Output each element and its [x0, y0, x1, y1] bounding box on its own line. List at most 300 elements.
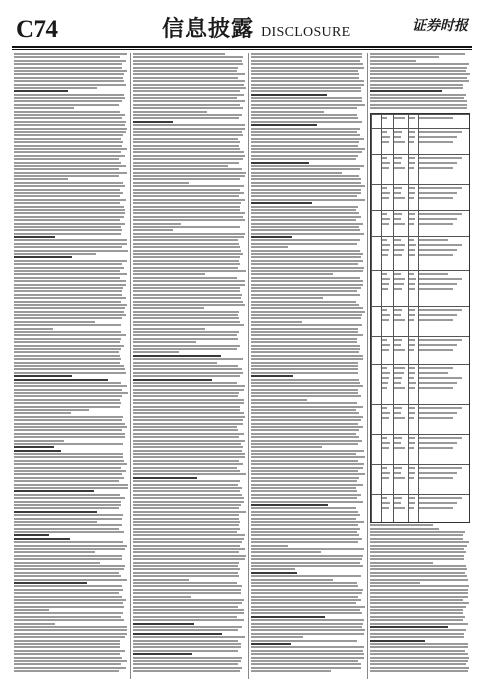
text-line: [251, 504, 328, 506]
text-line: [251, 612, 362, 614]
table-cell-text: [419, 141, 453, 143]
text-line: [14, 402, 121, 404]
table-cell-text: [409, 417, 414, 419]
table-cell-text: [382, 502, 390, 504]
text-line: [133, 229, 173, 231]
text-line: [14, 216, 124, 218]
table-cell-text: [409, 349, 414, 351]
text-line: [14, 253, 96, 255]
text-line: [14, 399, 120, 401]
table-cell-text: [409, 467, 415, 469]
text-line: [251, 168, 360, 170]
text-line: [133, 304, 245, 306]
text-line: [251, 460, 358, 462]
text-line: [251, 534, 359, 536]
table-cell-text: [382, 213, 387, 215]
table-cell-text: [394, 477, 405, 479]
text-line: [251, 531, 357, 533]
table-cell-text: [409, 437, 415, 439]
table-cell-text: [419, 288, 453, 290]
text-line: [251, 206, 358, 208]
text-line: [14, 596, 122, 598]
table-cell-text: [419, 192, 457, 194]
text-line: [251, 331, 358, 333]
text-line: [14, 104, 119, 106]
table-cell-text: [394, 377, 403, 379]
text-line: [251, 416, 363, 418]
text-line: [370, 555, 464, 557]
text-line: [14, 219, 120, 221]
text-line: [14, 111, 120, 113]
text-line: [251, 301, 356, 303]
text-line: [14, 463, 127, 465]
text-line: [133, 460, 239, 462]
text-line: [370, 562, 433, 564]
text-line: [14, 670, 119, 672]
text-line: [14, 189, 120, 191]
table-cell-text: [382, 187, 387, 189]
text-line: [251, 70, 358, 72]
text-line: [251, 497, 357, 499]
text-line: [14, 53, 127, 55]
text-line: [14, 182, 123, 184]
text-line: [14, 94, 124, 96]
text-line: [14, 297, 126, 299]
text-line: [251, 433, 356, 435]
text-line: [251, 426, 363, 428]
table-cell-text: [409, 244, 416, 246]
table-cell-text: [394, 472, 402, 474]
table-cell-text: [409, 319, 414, 321]
text-line: [133, 663, 238, 665]
table-cell-text: [419, 344, 457, 346]
table-cell-text: [382, 309, 387, 311]
text-column-4: [370, 53, 470, 679]
text-line: [133, 456, 245, 458]
table-cell-text: [409, 249, 415, 251]
text-line: [133, 440, 245, 442]
text-line: [251, 290, 357, 292]
text-line: [133, 423, 243, 425]
text-line: [251, 511, 358, 513]
text-line: [251, 223, 363, 225]
text-line: [251, 453, 356, 455]
text-line: [370, 538, 463, 540]
table-cell-text: [382, 349, 389, 351]
table-cell-text: [409, 136, 414, 138]
text-line: [370, 73, 470, 75]
text-line: [251, 267, 364, 269]
table-cell-text: [382, 244, 390, 246]
text-line: [133, 419, 243, 421]
text-line: [14, 382, 121, 384]
text-line: [133, 490, 240, 492]
text-line: [251, 375, 293, 377]
text-line: [251, 545, 288, 547]
text-line: [133, 646, 241, 648]
text-line: [14, 321, 95, 323]
text-line: [133, 524, 239, 526]
text-line: [251, 385, 363, 387]
text-line: [251, 419, 361, 421]
text-line: [251, 162, 309, 164]
table-cell-text: [409, 477, 414, 479]
table-cell-text: [394, 367, 405, 369]
text-line: [251, 226, 359, 228]
table-cell-text: [409, 502, 414, 504]
text-line: [133, 151, 244, 153]
text-line: [14, 657, 122, 659]
text-line: [133, 534, 245, 536]
table-row: [371, 154, 469, 185]
table-cell-text: [409, 442, 414, 444]
text-line: [133, 277, 237, 279]
text-line: [133, 128, 245, 130]
text-line: [370, 599, 463, 601]
text-line: [14, 609, 49, 611]
text-line: [14, 158, 119, 160]
text-line: [251, 84, 364, 86]
table-cell-text: [394, 244, 405, 246]
text-line: [133, 473, 246, 475]
table-cell-text: [394, 314, 402, 316]
text-line: [14, 477, 124, 479]
text-column-1: [14, 53, 128, 679]
text-line: [370, 548, 464, 550]
text-line: [251, 151, 362, 153]
text-line: [370, 596, 468, 598]
text-line: [133, 365, 238, 367]
text-line: [133, 616, 237, 618]
text-line: [133, 63, 243, 65]
text-line: [251, 392, 358, 394]
text-line: [133, 297, 241, 299]
text-line: [133, 399, 244, 401]
text-line: [14, 551, 95, 553]
text-line: [133, 341, 196, 343]
table-cell-text: [394, 319, 405, 321]
text-line: [133, 453, 245, 455]
text-line: [133, 507, 239, 509]
text-line: [251, 280, 363, 282]
text-line: [14, 460, 124, 462]
text-line: [251, 589, 363, 591]
text-line: [370, 606, 466, 608]
text-line: [251, 56, 362, 58]
text-line: [133, 124, 245, 126]
table-cell-text: [394, 249, 404, 251]
page-number: C74: [16, 16, 58, 43]
text-line: [251, 524, 358, 526]
text-line: [14, 531, 124, 533]
text-line: [14, 212, 125, 214]
text-line: [14, 56, 120, 58]
text-line: [14, 606, 124, 608]
text-line: [14, 145, 122, 147]
text-line: [14, 653, 120, 655]
table-cell-text: [394, 382, 402, 384]
text-line: [14, 331, 121, 333]
text-line: [14, 90, 68, 92]
text-line: [251, 412, 359, 414]
text-line: [251, 236, 292, 238]
table-cell-text: [419, 314, 457, 316]
table-cell-text: [382, 372, 390, 374]
text-line: [251, 440, 362, 442]
text-line: [133, 246, 240, 248]
text-line: [370, 60, 416, 62]
text-line: [133, 155, 245, 157]
text-line: [251, 311, 365, 313]
text-line: [14, 250, 128, 252]
text-line: [14, 202, 120, 204]
text-line: [370, 90, 442, 92]
table-cell-text: [419, 283, 457, 285]
table-cell-text: [419, 223, 453, 225]
text-line: [251, 646, 364, 648]
text-line: [133, 216, 243, 218]
text-line: [133, 87, 246, 89]
table-cell-text: [409, 162, 414, 164]
text-line: [14, 256, 72, 258]
text-line: [14, 585, 122, 587]
text-line: [133, 138, 238, 140]
text-line: [14, 582, 87, 584]
text-line: [14, 660, 127, 662]
text-line: [14, 368, 125, 370]
text-line: [251, 538, 362, 540]
text-line: [251, 456, 365, 458]
text-line: [133, 555, 246, 557]
table-cell-text: [419, 447, 453, 449]
table-cell-text: [419, 309, 462, 311]
text-line: [251, 463, 364, 465]
table-cell-text: [382, 136, 390, 138]
text-line: [133, 565, 238, 567]
text-line: [133, 484, 238, 486]
text-line: [133, 504, 241, 506]
text-line: [133, 162, 239, 164]
text-line: [14, 277, 120, 279]
table-cell-text: [409, 412, 414, 414]
text-line: [251, 663, 361, 665]
text-line: [133, 94, 244, 96]
text-line: [251, 582, 357, 584]
text-line: [14, 646, 120, 648]
table-cell-text: [382, 387, 387, 389]
text-line: [251, 389, 358, 391]
table-cell-text: [394, 117, 405, 119]
text-line: [133, 470, 240, 472]
text-line: [251, 490, 357, 492]
text-line: [251, 287, 361, 289]
text-line: [14, 131, 126, 133]
table-cell-text: [419, 249, 457, 251]
text-line: [133, 311, 239, 313]
table-cell-text: [409, 309, 415, 311]
table-cell-text: [394, 223, 405, 225]
text-line: [251, 507, 356, 509]
masthead-rule-thin: [12, 49, 472, 50]
table-cell-text: [409, 273, 414, 275]
text-line: [251, 338, 357, 340]
text-line: [14, 155, 125, 157]
text-line: [14, 84, 126, 86]
table-cell-text: [394, 339, 403, 341]
text-line: [133, 148, 240, 150]
text-line: [133, 480, 240, 482]
text-line: [14, 629, 127, 631]
text-line: [133, 412, 244, 414]
text-line: [251, 501, 363, 503]
text-line: [251, 446, 322, 448]
text-line: [133, 260, 239, 262]
text-line: [133, 446, 243, 448]
text-line: [14, 67, 122, 69]
text-line: [251, 473, 365, 475]
text-line: [251, 372, 358, 374]
text-line: [133, 589, 241, 591]
table-cell-text: [419, 213, 462, 215]
text-line: [251, 619, 364, 621]
table-cell-text: [394, 141, 405, 143]
text-line: [14, 233, 121, 235]
text-line: [133, 358, 243, 360]
text-line: [251, 518, 356, 520]
text-line: [251, 219, 356, 221]
text-line: [251, 328, 358, 330]
text-line: [14, 450, 61, 452]
text-line: [370, 609, 463, 611]
text-line: [14, 338, 121, 340]
text-line: [14, 172, 127, 174]
text-line: [251, 579, 333, 581]
table-cell-text: [419, 131, 462, 133]
text-line: [251, 348, 360, 350]
text-line: [251, 239, 360, 241]
table-cell-text: [409, 167, 414, 169]
table-cell-text: [394, 442, 402, 444]
text-line: [370, 534, 463, 536]
text-line: [133, 416, 245, 418]
text-line: [14, 433, 125, 435]
text-line: [14, 528, 119, 530]
text-line: [251, 470, 358, 472]
text-line: [251, 172, 342, 174]
text-line: [14, 348, 121, 350]
text-line: [14, 304, 127, 306]
text-line: [370, 568, 467, 570]
text-line: [370, 643, 468, 645]
text-line: [133, 60, 242, 62]
table-row: [371, 364, 469, 405]
text-line: [133, 389, 244, 391]
text-line: [251, 253, 363, 255]
text-line: [14, 636, 125, 638]
text-line: [133, 199, 245, 201]
text-line: [370, 531, 465, 533]
table-cell-text: [382, 447, 389, 449]
text-line: [14, 579, 127, 581]
text-line: [14, 558, 122, 560]
table-cell-text: [419, 162, 457, 164]
table-cell-text: [409, 141, 414, 143]
text-line: [14, 162, 121, 164]
text-line: [370, 660, 468, 662]
text-line: [133, 270, 246, 272]
table-cell-text: [419, 187, 462, 189]
text-line: [14, 470, 126, 472]
text-line: [14, 324, 121, 326]
text-line: [133, 185, 244, 187]
table-cell-text: [382, 497, 387, 499]
text-line: [251, 657, 364, 659]
table-cell-text: [409, 507, 414, 509]
masthead: [12, 12, 472, 46]
text-line: [133, 653, 192, 655]
text-line: [14, 100, 122, 102]
text-line: [14, 392, 128, 394]
text-line: [14, 138, 121, 140]
table-cell-text: [409, 314, 414, 316]
table-cell-text: [382, 162, 390, 164]
text-line: [251, 667, 361, 669]
text-line: [251, 63, 363, 65]
text-line: [251, 128, 360, 130]
text-line: [133, 521, 240, 523]
text-line: [370, 619, 463, 621]
table-cell-text: [394, 372, 404, 374]
text-line: [14, 412, 71, 414]
text-line: [370, 97, 464, 99]
text-line: [251, 423, 358, 425]
text-line: [133, 317, 239, 319]
text-line: [251, 260, 363, 262]
text-line: [251, 345, 360, 347]
text-line: [14, 77, 123, 79]
text-line: [133, 223, 181, 225]
text-line: [133, 626, 242, 628]
table-cell-text: [409, 497, 415, 499]
text-line: [370, 545, 467, 547]
table-cell-text: [394, 278, 405, 280]
text-line: [133, 90, 240, 92]
table-cell-text: [419, 197, 453, 199]
table-cell-text: [382, 239, 387, 241]
table-cell-text: [419, 507, 453, 509]
text-line: [251, 175, 359, 177]
text-line: [14, 484, 128, 486]
text-line: [14, 243, 127, 245]
text-line: [370, 670, 468, 672]
text-line: [133, 192, 244, 194]
text-line: [14, 314, 126, 316]
text-line: [133, 395, 238, 397]
text-line: [133, 307, 204, 309]
text-line: [251, 246, 288, 248]
table-cell-text: [394, 309, 403, 311]
table-cell-text: [409, 382, 416, 384]
text-line: [133, 467, 237, 469]
text-line: [251, 121, 362, 123]
text-line: [370, 77, 467, 79]
table-cell-text: [419, 497, 462, 499]
text-line: [133, 528, 240, 530]
text-line: [370, 629, 466, 631]
text-line: [14, 467, 121, 469]
text-line: [133, 643, 241, 645]
text-line: [133, 511, 246, 513]
